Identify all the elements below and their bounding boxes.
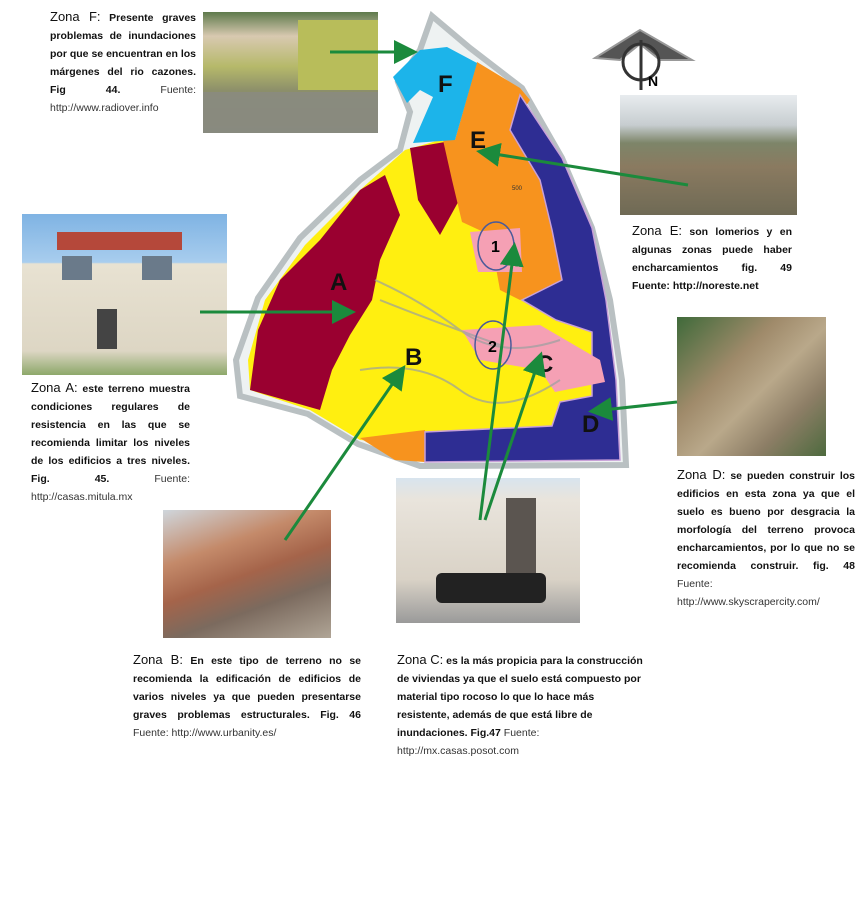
caption-zona-b: Zona B: En este tipo de terreno no se recomienda la edificación de edificios de varios niveles ya que pueden presentarse graves problemas estructurales. Fig. 46 Fuente: http://www.urbanity.es/: [133, 652, 361, 739]
caption-zona-f: Zona F: Presente graves problemas de inundaciones por que se encuentran en los márgenes del rio cazones. Fig 44. Fuente: http://www.radiover.info: [50, 9, 197, 114]
zone-letter-e: E: [470, 127, 487, 154]
zone-letter-f: F: [438, 71, 453, 98]
zone-letter-b: B: [405, 344, 423, 371]
zone-letter-c: C: [536, 351, 554, 378]
caption-zona-e: Zona E: son lomerios y en algunas zonas puede haber encharcamientos fig. 49 Fuente: http://noreste.net: [632, 223, 792, 292]
caption-zona-a: Zona A: este terreno muestra condiciones regulares de resistencia en las que se recomienda limitar los niveles de los edificios a tres niveles. Fig. 45. Fuente: http://casas.mitula.mx: [31, 380, 190, 503]
zone-letter-a: A: [330, 269, 348, 296]
compass-north-label: N: [648, 73, 659, 89]
contour-label: 500: [512, 186, 523, 192]
zone-letter-d: D: [582, 411, 600, 438]
circle-1-label: 1: [491, 239, 500, 256]
caption-zona-d: Zona D: se pueden construir los edificios en esta zona ya que el suelo es bueno por desgracia la morfología del terreno provoca encharcamientos, por lo que no se recomienda construir. fig. 48 Fuente: http://www.skyscrapercity.com/: [677, 467, 855, 608]
north-compass-icon: [595, 30, 692, 90]
caption-zona-c: Zona C: es la más propicia para la construcción de viviendas ya que el suelo está compuesto por material tipo rocoso lo que lo hace más resistente, además de que está libre de inundaciones. Fig.47 Fuente: http://mx.casas.posot.com: [397, 652, 643, 757]
circle-2-label: 2: [488, 339, 497, 356]
